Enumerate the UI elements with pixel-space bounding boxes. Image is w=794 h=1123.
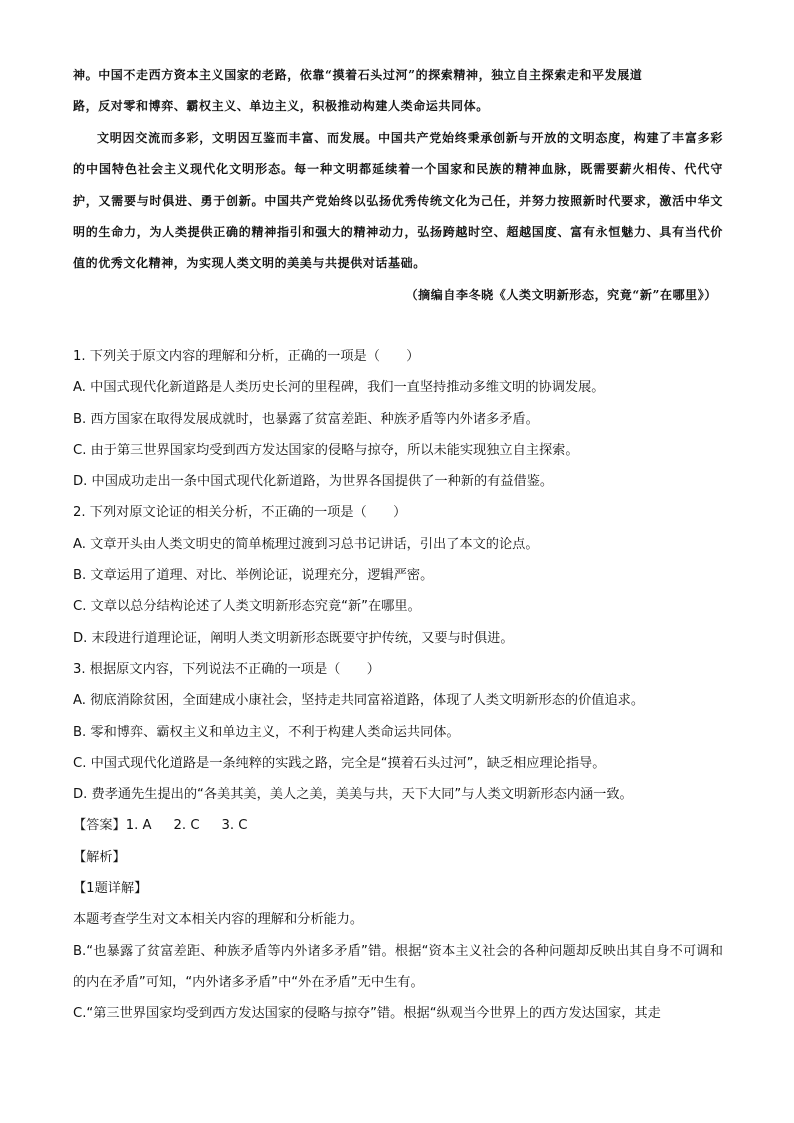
option-item: B. 零和博弈、霸权主义和单边主义，不利于构建人类命运共同体。 [73,724,460,740]
questions-section [73,341,723,1030]
passage-source: （摘编自李冬晓《人类文明新形态，究竟“新”在哪里》） [405,287,717,302]
question-stem: 1. 下列关于原文内容的理解和分析，正确的一项是（ ） [73,349,420,364]
option-item: C. 中国式现代化道路是一条纯粹的实践之路，完全是“摸着石头过河”，缺乏相应理论指导。 [73,755,606,771]
analysis-tag: 【解析】 [73,849,126,865]
option-item: B. 西方国家在取得发展成就时，也暴露了贫富差距、种族矛盾等内外诸多矛盾。 [73,411,539,427]
passage-line: 路，反对零和博弈、霸权主义、单边主义，积极推动构建人类命运共同体。 [73,99,489,114]
reading-passage [73,60,723,311]
option-item: D. 中国成功走出一条中国式现代化新道路，为世界各国提供了一种新的有益借鉴。 [73,474,554,490]
analysis-option-c: C.“第三世界国家均受到西方发达国家的侵略与掠夺”错。根据“纵观当今世界上的西方发达国家，其走 [73,1006,661,1022]
question-stem: 2. 下列对原文论证的相关分析，不正确的一项是（ ） [73,505,407,521]
option-item: A. 彻底消除贫困，全面建成小康社会，坚持走共同富裕道路，体现了人类文明新形态的价值追求。 [73,693,645,709]
analysis-q1-heading: 【1题详解】 [73,881,148,897]
answer-item: 1. A [125,818,152,834]
analysis-option-b: B.“也暴露了贫富差距、种族矛盾等内外诸多矛盾”错。根据“资本主义社会的各种问题却反映出其自身不可调和的内在矛盾”可知，“内外诸多矛盾”中“外在矛盾”无中生有。 [73,943,723,990]
answer-line [73,810,723,841]
question-stem: 3. 根据原文内容，下列说法不正确的一项是（ ） [73,661,380,677]
option-item: C. 文章以总分结构论述了人类文明新形态究竟“新”在哪里。 [73,599,421,615]
option-item: D. 末段进行道理论证，阐明人类文明新形态既要守护传统，又要与时俱进。 [73,630,514,646]
passage-line: 神。中国不走西方资本主义国家的老路，依靠“摸着石头过河”的探索精神，独立自主探索走和平发展道 [73,68,643,82]
option-item: A. 中国式现代化新道路是人类历史长河的里程碑，我们一直坚持推动多维文明的协调发展。 [73,380,605,396]
option-item: B. 文章运用了道理、对比、举例论证，说理充分，逻辑严密。 [73,568,434,584]
option-item: D. 费孝通先生提出的“各美其美，美人之美，美美与共，天下大同”与人类文明新形态内涵一致。 [73,787,633,803]
answer-tag: 【答案】 [73,818,126,834]
answer-item: 2. C [173,818,200,834]
option-item: C. 由于第三世界国家均受到西方发达国家的侵略与掠夺，所以未能实现独立自主探索。 [73,442,579,458]
analysis-intro: 本题考查学生对文本相关内容的理解和分析能力。 [73,912,364,928]
option-item: A. 文章开头由人类文明史的简单梳理过渡到习总书记讲话，引出了本文的论点。 [73,536,539,552]
answer-item: 3. C [221,818,248,834]
passage-paragraph: 文明因交流而多彩，文明因互鉴而丰富、而发展。中国共产党始终秉承创新与开放的文明态度，构建了丰富多彩的中国特色社会主义现代化文明形态。每一种文明都延续着一个国家和民族的精神血脉，既需要薪火相传、代代守护，又需要与时俱进、勇于创新。中国共产党始终以弘扬优秀传统文化为己任，并努力按照新时代要求，激活中华文明的生命力，为人类提供正确的精神指引和强大的精神动力，弘扬跨越时空、超越国度、富有永恒魅力、具有当代价值的优秀文化精神，为实现人类文明的美美与共提供对话基础。 [73,130,723,271]
